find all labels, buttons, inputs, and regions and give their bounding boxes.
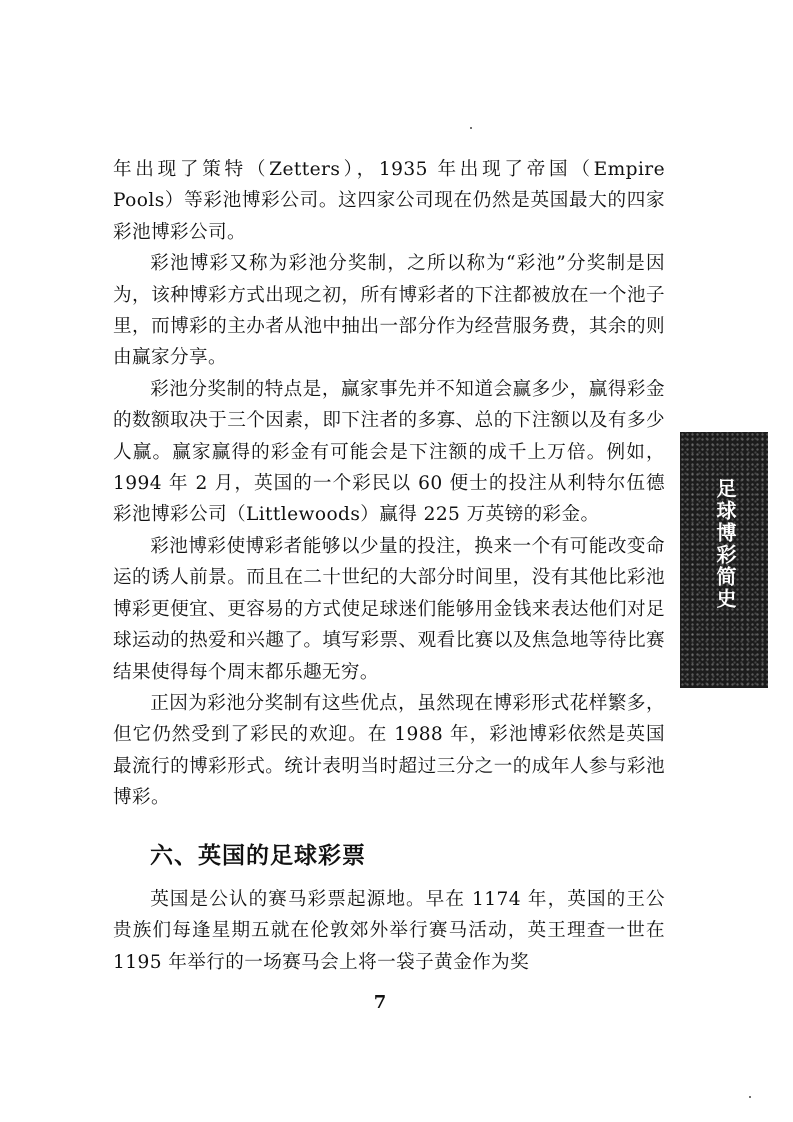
paragraph: 英国是公认的赛马彩票起源地。早在 1174 年，英国的王公贵族们每逢星期五就在伦敦郊外举行赛马活动，英王理查一世在 1195 年举行的一场赛马会上将一袋子黄金作为奖 bbox=[113, 889, 665, 973]
paragraph: 彩池分奖制的特点是，赢家事先并不知道会赢多少，赢得彩金的数额取决于三个因素，即下注者的多寡、总的下注额以及有多少人赢。赢家赢得的彩金有可能会是下注额的成千上万倍。例如，1994 年 2 月，英国的一个彩民以 60 便士的投注从利特尔伍德彩池博彩公司（Littlewoods）赢得 225 万英镑的彩金。 bbox=[113, 378, 665, 526]
page-number: 7 bbox=[373, 992, 387, 1013]
scan-speck bbox=[470, 127, 472, 129]
side-tab-title: 足球博彩简史 bbox=[713, 478, 737, 610]
section-heading: 六、英国的足球彩票 bbox=[150, 843, 366, 869]
paragraph: 正因为彩池分奖制有这些优点，虽然现在博彩形式花样繁多，但它仍然受到了彩民的欢迎。在 1988 年，彩池博彩依然是英国最流行的博彩形式。统计表明当时超过三分之一的成年人参与彩池博彩。 bbox=[113, 692, 665, 809]
paragraph-continuation: 年出现了策特（Zetters），1935 年出现了帝国（Empire Pools）等彩池博彩公司。这四家公司现在仍然是英国最大的四家彩池博彩公司。 bbox=[113, 159, 665, 243]
scan-speck bbox=[749, 1096, 751, 1098]
body-text-bottom bbox=[113, 884, 665, 978]
chapter-side-tab bbox=[680, 432, 768, 688]
paragraph: 彩池博彩使博彩者能够以少量的投注，换来一个有可能改变命运的诱人前景。而且在二十世纪的大部分时间里，没有其他比彩池博彩更便宜、更容易的方式使足球迷们能够用金钱来表达他们对足球运动的热爱和兴趣了。填写彩票、观看比赛以及焦急地等待比赛结果使得每个周末都乐趣无穷。 bbox=[113, 535, 665, 683]
body-text-top bbox=[113, 154, 665, 814]
paragraph: 彩池博彩又称为彩池分奖制，之所以称为“彩池”分奖制是因为，该种博彩方式出现之初，所有博彩者的下注都被放在一个池子里，而博彩的主办者从池中抽出一部分作为经营服务费，其余的则由赢家分享。 bbox=[113, 253, 665, 369]
